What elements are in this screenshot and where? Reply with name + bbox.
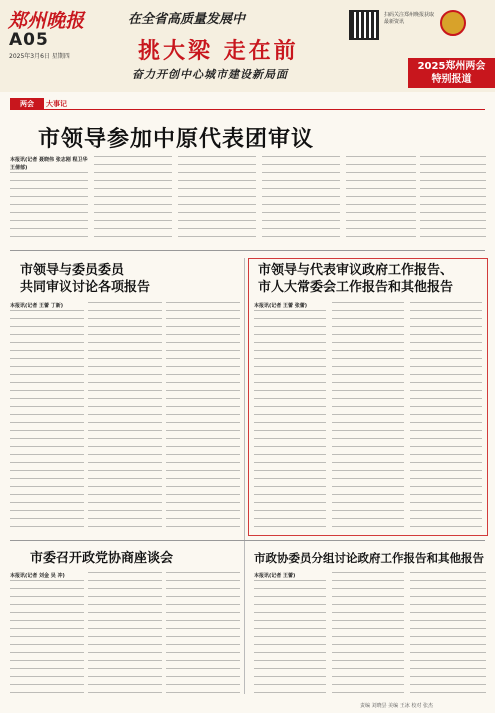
article-body-text bbox=[410, 302, 482, 530]
section-tag: 两会 bbox=[10, 98, 44, 110]
special-subtitle: 特别报道 bbox=[431, 74, 472, 85]
article-body-text bbox=[346, 156, 416, 244]
section-rule bbox=[10, 98, 485, 110]
slogan-bottom: 奋力开创中心城市建设新局面 bbox=[132, 68, 288, 81]
article-body-text bbox=[332, 572, 404, 696]
top-article-headline: 市领导参加中原代表团审议 bbox=[38, 126, 315, 152]
article-body-text bbox=[332, 302, 404, 530]
article-body-text bbox=[410, 572, 486, 696]
page-number: A05 bbox=[9, 30, 49, 50]
article-body-text bbox=[254, 310, 326, 530]
page-footer bbox=[0, 700, 495, 713]
left-mid-headline: 市领导与委员委员 共同审议讨论各项报告 bbox=[20, 263, 151, 295]
section-divider bbox=[10, 540, 485, 541]
article-body-text bbox=[88, 572, 162, 696]
right-bottom-byline: 本报讯(记者 王蕾) bbox=[254, 573, 296, 579]
column-divider bbox=[244, 258, 245, 694]
slogan-main: 挑大梁 走在前 bbox=[138, 39, 299, 64]
left-mid-byline: 本报讯(记者 王蕾 丁新) bbox=[10, 303, 64, 309]
right-mid-byline: 本报讯(记者 王蕾 张蕾) bbox=[254, 303, 308, 309]
article-body-text bbox=[10, 172, 88, 244]
left-mid-column bbox=[10, 302, 84, 528]
article-body-text bbox=[420, 156, 486, 244]
newspaper-logo: 郑州晚报 bbox=[8, 10, 85, 32]
article-body-text bbox=[166, 302, 240, 528]
top-article-column bbox=[10, 156, 88, 244]
qr-code-icon bbox=[349, 10, 379, 40]
section-divider bbox=[10, 250, 485, 251]
article-body-text bbox=[94, 156, 172, 244]
left-bottom-byline: 本报讯(记者 刘金 吴 冲) bbox=[10, 573, 65, 579]
qr-caption: 扫码关注郑州晚报获取最新资讯 bbox=[384, 12, 435, 25]
article-body-text bbox=[10, 580, 84, 696]
page-header bbox=[0, 0, 495, 92]
section-label: 大事记 bbox=[46, 100, 67, 108]
article-body-text bbox=[166, 572, 240, 696]
right-mid-headline: 市领导与代表审议政府工作报告、 市人大常委会工作报告和其他报告 bbox=[258, 263, 454, 295]
article-body-text bbox=[10, 310, 84, 528]
left-bottom-headline: 市委召开政党协商座谈会 bbox=[30, 551, 174, 566]
emblem-icon bbox=[440, 10, 466, 36]
article-body-text bbox=[88, 302, 162, 528]
article-body-text bbox=[254, 580, 326, 696]
footer-editor: 责编 刘晓昙 美编 王冰 校对 张杰 bbox=[360, 703, 433, 709]
top-article-byline: 本报讯(记者 聂晓伟 张志刚 程卫华 王倩郁) bbox=[10, 157, 88, 171]
right-mid-column bbox=[254, 302, 326, 530]
article-body-text bbox=[178, 156, 256, 244]
right-bottom-headline: 市政协委员分组讨论政府工作报告和其他报告 bbox=[254, 551, 484, 565]
special-title: 2025郑州两会 bbox=[417, 61, 486, 72]
slogan-top: 在全省高质量发展中 bbox=[128, 12, 246, 27]
issue-date: 2025年3月6日 星期四 bbox=[9, 53, 70, 60]
special-report-banner bbox=[408, 58, 495, 88]
left-bottom-column bbox=[10, 572, 84, 696]
article-body-text bbox=[262, 156, 340, 244]
right-bottom-column bbox=[254, 572, 326, 696]
